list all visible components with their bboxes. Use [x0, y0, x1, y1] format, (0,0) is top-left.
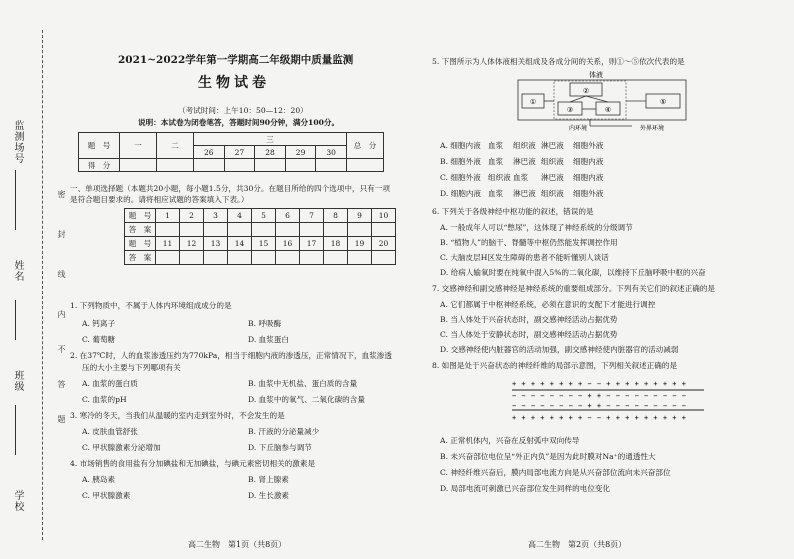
subject-title: 生物试卷 [198, 75, 270, 91]
answer-cell[interactable] [276, 251, 300, 265]
outer-env-label: 外界环境 [639, 125, 665, 132]
q5-b-2: 血浆 [488, 157, 504, 166]
fill-line-class[interactable] [15, 405, 16, 455]
circle-3-label: ③ [566, 106, 574, 114]
q1-option-a[interactable]: A. 钙离子 [82, 319, 116, 328]
q5-a-4: 淋巴液 [541, 141, 564, 150]
score-subcol: 30 [316, 146, 347, 159]
score-cell[interactable] [316, 159, 347, 172]
answer-cell[interactable] [324, 223, 348, 237]
circle-5-label: ⑤ [659, 98, 667, 106]
answer-cell[interactable] [324, 251, 348, 265]
page-2 [428, 0, 786, 559]
score-cell[interactable] [224, 159, 255, 172]
q2-option-d[interactable]: D. 血浆中的氧气、二氧化碳的含量 [248, 395, 365, 404]
answer-table [124, 208, 396, 265]
q1-option-d[interactable]: D. 血浆蛋白 [248, 335, 290, 344]
answer-qnum: 4 [228, 209, 252, 223]
body-fluid-diagram [512, 68, 692, 132]
q5-c-4: 淋巴液 [541, 173, 564, 182]
q8-option-a[interactable]: A. 正常机体内，兴奋在反射弧中双向传导 [440, 436, 580, 445]
answer-qnum: 13 [204, 237, 228, 251]
q6-option-b[interactable]: B. “植物人”的脑干、脊髓等中枢仍然能发挥调控作用 [440, 238, 618, 247]
q4-option-b[interactable]: B. 肾上腺素 [248, 475, 289, 484]
q7-option-d[interactable]: D. 交感神经使内脏器官的活动加强，副交感神经使内脏器官的活动减弱 [440, 345, 679, 354]
answer-cell[interactable] [348, 223, 372, 237]
answer-row-label: 答 案 [125, 251, 156, 265]
answer-cell[interactable] [180, 223, 204, 237]
exam-time: （考试时间：上午10：50—12：20） [178, 106, 308, 115]
score-row2-label: 得 分 [79, 159, 120, 172]
q5-d-2: 血浆 [488, 189, 504, 198]
question-4-stem: 4. 市场销售的食用盐有分加碘盐和无加碘盐，与碘元素密切相关的激素是 [70, 459, 316, 468]
score-total-label: 总 分 [347, 133, 384, 159]
answer-cell[interactable] [228, 251, 252, 265]
answer-qnum: 5 [252, 209, 276, 223]
score-subcol: 28 [255, 146, 286, 159]
score-cell[interactable] [255, 159, 286, 172]
score-cell[interactable] [194, 159, 225, 172]
answer-qnum: 9 [348, 209, 372, 223]
answer-cell[interactable] [300, 223, 324, 237]
answer-qnum: 3 [204, 209, 228, 223]
q5-a-1: A. 细胞内液 [440, 141, 481, 150]
q5-d-1: D. 细胞内液 [440, 189, 482, 198]
score-cell[interactable] [157, 159, 194, 172]
q8-option-d[interactable]: D. 局部电流可刺激已兴奋部位发生同样的电位变化 [440, 484, 611, 493]
circle-1-label: ① [529, 98, 537, 106]
section1-heading-2: 是符合题目要求的。请将相应试题的答案填入下表。） [70, 195, 249, 204]
q5-b-1: B. 细胞外液 [440, 157, 481, 166]
q2-option-c[interactable]: C. 血浆的pH [82, 395, 127, 404]
answer-qnum: 18 [324, 237, 348, 251]
svg-text:− − − − − − − − + + − − − − −: − − − − − − − − + + − − − − − − − − − [512, 392, 687, 400]
answer-row-label: 答 案 [125, 223, 156, 237]
cut-mark: 题 [57, 415, 66, 423]
answer-cell[interactable] [348, 251, 372, 265]
q6-option-a[interactable]: A. 一般成年人可以“憋尿”，这体现了神经系统的分级调节 [440, 223, 633, 232]
answer-qnum: 14 [228, 237, 252, 251]
score-col-1: 一 [120, 133, 157, 159]
q7-option-a[interactable]: A. 它们都属于中枢神经系统，必须在意识的支配下才能进行调控 [440, 300, 656, 309]
cut-mark: 密 [57, 190, 66, 198]
diagram-title: 体液 [589, 71, 603, 79]
answer-row-label: 题 号 [125, 209, 156, 223]
answer-qnum: 17 [300, 237, 324, 251]
q7-option-b[interactable]: B. 当人体处于兴奋状态时，副交感神经活动占据优势 [440, 315, 618, 324]
q3-option-c[interactable]: C. 甲状腺激素分泌增加 [82, 443, 161, 452]
score-cell[interactable] [347, 159, 384, 172]
score-col-3: 三 [194, 133, 347, 146]
answer-qnum: 2 [180, 209, 204, 223]
inner-env-label: 内环境 [568, 125, 588, 132]
q7-option-c[interactable]: C. 当人体处于安静状态时，副交感神经活动占据优势 [440, 330, 618, 339]
q5-a-3: 组织液 [513, 141, 536, 150]
q5-c-2: 组织液 [488, 173, 511, 182]
q5-a-5: 细胞外液 [573, 141, 604, 150]
answer-cell[interactable] [372, 251, 396, 265]
answer-qnum: 12 [180, 237, 204, 251]
answer-cell[interactable] [156, 251, 180, 265]
circle-2-label: ② [582, 87, 590, 95]
answer-qnum: 1 [156, 209, 180, 223]
answer-cell[interactable] [276, 223, 300, 237]
fill-line-seat[interactable] [15, 170, 16, 230]
q5-c-3: 血浆 [513, 173, 529, 182]
question-6-stem: 6. 下列关于各级神经中枢功能的叙述，错误的是 [432, 207, 594, 216]
q4-option-c[interactable]: C. 甲状腺激素 [82, 491, 131, 500]
question-2-stem-2: 压的大小主要与下列哪项有关 [82, 363, 181, 372]
q3-option-a[interactable]: A. 皮肤血管舒张 [82, 427, 138, 436]
q5-d-4: 组织液 [541, 189, 564, 198]
answer-qnum: 10 [372, 209, 396, 223]
q5-b-4: 组织液 [541, 157, 564, 166]
q8-option-b[interactable]: B. 未兴奋部位电位呈“外正内负”是因为此时膜对Na⁺的通透性大 [440, 452, 656, 461]
answer-cell[interactable] [300, 251, 324, 265]
cut-mark: 不 [57, 345, 66, 353]
answer-qnum: 20 [372, 237, 396, 251]
question-8-stem: 8. 如图是处于兴奋状态的神经纤维的局部示意图，下列相关叙述正确的是 [432, 361, 678, 370]
q1-option-c[interactable]: C. 葡萄糖 [82, 335, 116, 344]
answer-cell[interactable] [204, 251, 228, 265]
score-subcol: 29 [285, 146, 316, 159]
question-3-stem: 3. 寒冷的冬天，当我们从温暖的室内走到室外时，不会发生的是 [70, 411, 285, 420]
answer-cell[interactable] [180, 251, 204, 265]
q6-option-d[interactable]: D. 给病人输氧时要在纯氧中混入5%的二氧化碳，以维持下丘脑呼吸中枢的兴奋 [440, 268, 706, 277]
answer-qnum: 11 [156, 237, 180, 251]
answer-cell[interactable] [204, 223, 228, 237]
answer-cell[interactable] [252, 223, 276, 237]
q6-option-c[interactable]: C. 大脑皮层H区发生障碍的患者不能听懂别人谈话 [440, 253, 609, 262]
score-row-label: 题 号 [79, 133, 120, 159]
q5-d-5: 细胞外液 [573, 189, 604, 198]
binding-strip [0, 0, 72, 559]
page-1-footer: 高二生物 第1页（共8页） [188, 540, 287, 549]
exam-title: 2021~2022学年第一学期高二年级期中质量监测 [118, 54, 354, 66]
cut-mark: 封 [57, 230, 66, 238]
q2-option-a[interactable]: A. 血浆的蛋白质 [82, 379, 138, 388]
q1-option-b[interactable]: B. 呼吸酶 [248, 319, 282, 328]
page-2-footer: 高二生物 第2页（共8页） [528, 540, 627, 549]
cut-mark: 答 [57, 380, 66, 388]
q8-option-c[interactable]: C. 神经纤维兴奋后，膜内局部电流方向是从兴奋部位流向未兴奋部位 [440, 468, 671, 477]
question-1-stem: 1. 下列物质中，不属于人体内环境组成成分的是 [70, 301, 232, 310]
sidebar-label-seat: 监测场号 [12, 120, 23, 164]
q5-b-5: 细胞内液 [573, 157, 604, 166]
q5-c-1: C. 细胞外液 [440, 173, 481, 182]
nerve-fiber-diagram [508, 374, 708, 426]
answer-qnum: 15 [252, 237, 276, 251]
score-table [78, 132, 384, 172]
q5-a-2: 血浆 [488, 141, 504, 150]
answer-qnum: 6 [276, 209, 300, 223]
answer-cell[interactable] [252, 251, 276, 265]
sidebar-label-name: 姓名 [12, 260, 23, 282]
answer-qnum: 7 [300, 209, 324, 223]
inner-env-box [554, 81, 626, 119]
answer-qnum: 8 [324, 209, 348, 223]
question-2-stem: 2. 在37℃时，人的血浆渗透压约为770kPa，相当于细胞内液的渗透压，正常情况下，血浆渗透 [70, 351, 392, 360]
answer-cell[interactable] [228, 223, 252, 237]
cut-line [42, 30, 43, 540]
q3-option-d[interactable]: D. 下丘脑参与调节 [248, 443, 312, 452]
svg-text:+ + + + + + + + − − + + + + +: + + + + + + + + − − + + + + + + + + + [512, 414, 687, 422]
q3-option-b[interactable]: B. 汗液的分泌量减少 [248, 427, 320, 436]
fill-line-name[interactable] [15, 300, 16, 340]
cut-mark: 线 [57, 270, 66, 278]
exam-instructions: 说明：本试卷为闭卷笔答，答题时间90分钟，满分100分。 [138, 118, 340, 127]
answer-cell[interactable] [156, 223, 180, 237]
svg-text:+ + + + + + + + − − + + + + +: + + + + + + + + − − + + + + + + + + + [512, 380, 687, 388]
answer-cell[interactable] [372, 223, 396, 237]
section1-heading: 一、单项选择题（本题共20小题，每小题1.5分，共30分。在题目所给的四个选项中，只有一项 [70, 184, 390, 193]
score-subcol: 27 [224, 146, 255, 159]
svg-text:− − − − − − − − + + − − − − −: − − − − − − − − + + − − − − − − − − − [512, 402, 687, 410]
score-cell[interactable] [285, 159, 316, 172]
question-7-stem: 7. 交感神经和副交感神经是神经系统的重要组成部分。下列有关它们的叙述正确的是 [432, 284, 716, 293]
answer-qnum: 16 [276, 237, 300, 251]
q5-c-5: 细胞内液 [573, 173, 604, 182]
sidebar-label-school: 学校 [12, 490, 23, 512]
score-cell[interactable] [120, 159, 157, 172]
question-5-stem: 5. 下图所示为人体体液相关组成及各成分间的关系，则①～⑤依次代表的是 [432, 57, 685, 66]
score-col-2: 二 [157, 133, 194, 159]
circle-4-label: ④ [604, 106, 612, 114]
q4-option-d[interactable]: D. 生长激素 [248, 491, 290, 500]
q4-option-a[interactable]: A. 胰岛素 [82, 475, 116, 484]
answer-row-label: 题 号 [125, 237, 156, 251]
cut-mark: 内 [57, 310, 66, 318]
q5-b-3: 淋巴液 [513, 157, 536, 166]
score-subcol: 26 [194, 146, 225, 159]
q2-option-b[interactable]: B. 血浆中无机盐、蛋白质的含量 [248, 379, 358, 388]
answer-qnum: 19 [348, 237, 372, 251]
q5-d-3: 淋巴液 [513, 189, 536, 198]
sidebar-label-class: 班级 [12, 370, 23, 392]
page-1 [70, 0, 408, 559]
